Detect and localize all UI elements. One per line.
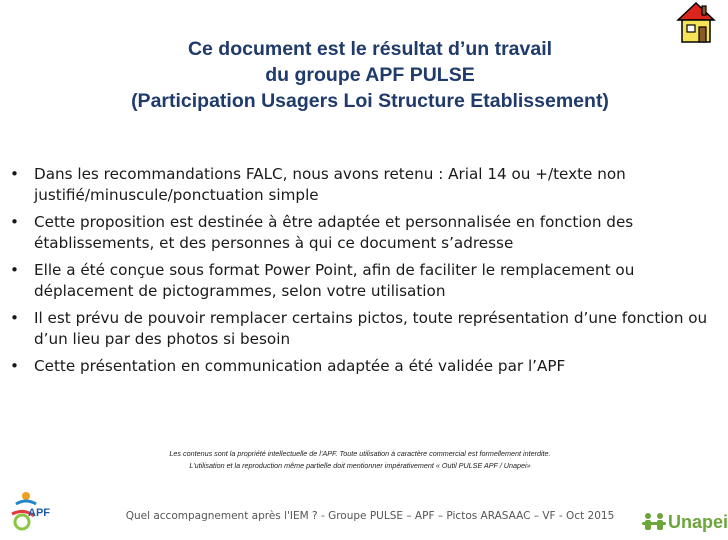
apf-logo xyxy=(6,488,54,532)
list-item-text: Cette proposition est destinée à être adaptée et personnalisée en fonction des établissements, et des personnes à qui ce document s’adresse xyxy=(34,213,634,252)
list-item xyxy=(10,308,710,350)
list-item xyxy=(10,164,710,206)
list-item-text: Il est prévu de pouvoir remplacer certains pictos, toute représentation d’une fonction ou d’un lieu par des photos si besoin xyxy=(34,309,708,348)
bullet-icon: • xyxy=(10,261,19,279)
bullet-icon: • xyxy=(10,165,19,183)
bullet-list xyxy=(10,164,710,383)
list-item-text: Elle a été conçue sous format Power Point, afin de faciliter le remplacement ou déplacement de pictogrammes, selon votre utilisation xyxy=(34,261,635,300)
bullet-icon: • xyxy=(10,309,19,327)
list-item xyxy=(10,260,710,302)
page-title xyxy=(70,36,670,114)
list-item-text: Dans les recommandations FALC, nous avons retenu : Arial 14 ou +/texte non justifié/minuscule/ponctuation simple xyxy=(34,165,626,204)
title-line: Ce document est le résultat d’un travail xyxy=(187,38,553,60)
house-icon xyxy=(674,0,718,46)
footer-text: Quel accompagnement après l'IEM ? - Groupe PULSE – APF – Pictos ARASAAC – VF - Oct 2015 xyxy=(125,510,615,522)
title-line: du groupe APF PULSE xyxy=(265,64,475,86)
list-item xyxy=(10,212,710,254)
list-item xyxy=(10,356,710,377)
unapei-logo-text: Unapei xyxy=(668,512,728,532)
apf-logo-icon xyxy=(6,488,54,532)
home-button[interactable] xyxy=(674,0,718,46)
copyright-line: L’utilisation et la reproduction même partielle doit mentionner impérativement « Outil PULSE APF / Unapei» xyxy=(189,461,531,470)
copyright-line: Les contenus sont la propriété intellectuelle de l’APF. Toute utilisation à caractère commercial est formellement interdite. xyxy=(169,449,551,458)
apf-logo-text: APF xyxy=(28,507,50,519)
bullet-icon: • xyxy=(10,357,19,375)
title-line: (Participation Usagers Loi Structure Etablissement) xyxy=(131,90,609,112)
bullet-icon: • xyxy=(10,213,19,231)
list-item-text: Cette présentation en communication adaptée a été validée par l’APF xyxy=(34,357,566,375)
copyright-notice xyxy=(110,448,610,472)
